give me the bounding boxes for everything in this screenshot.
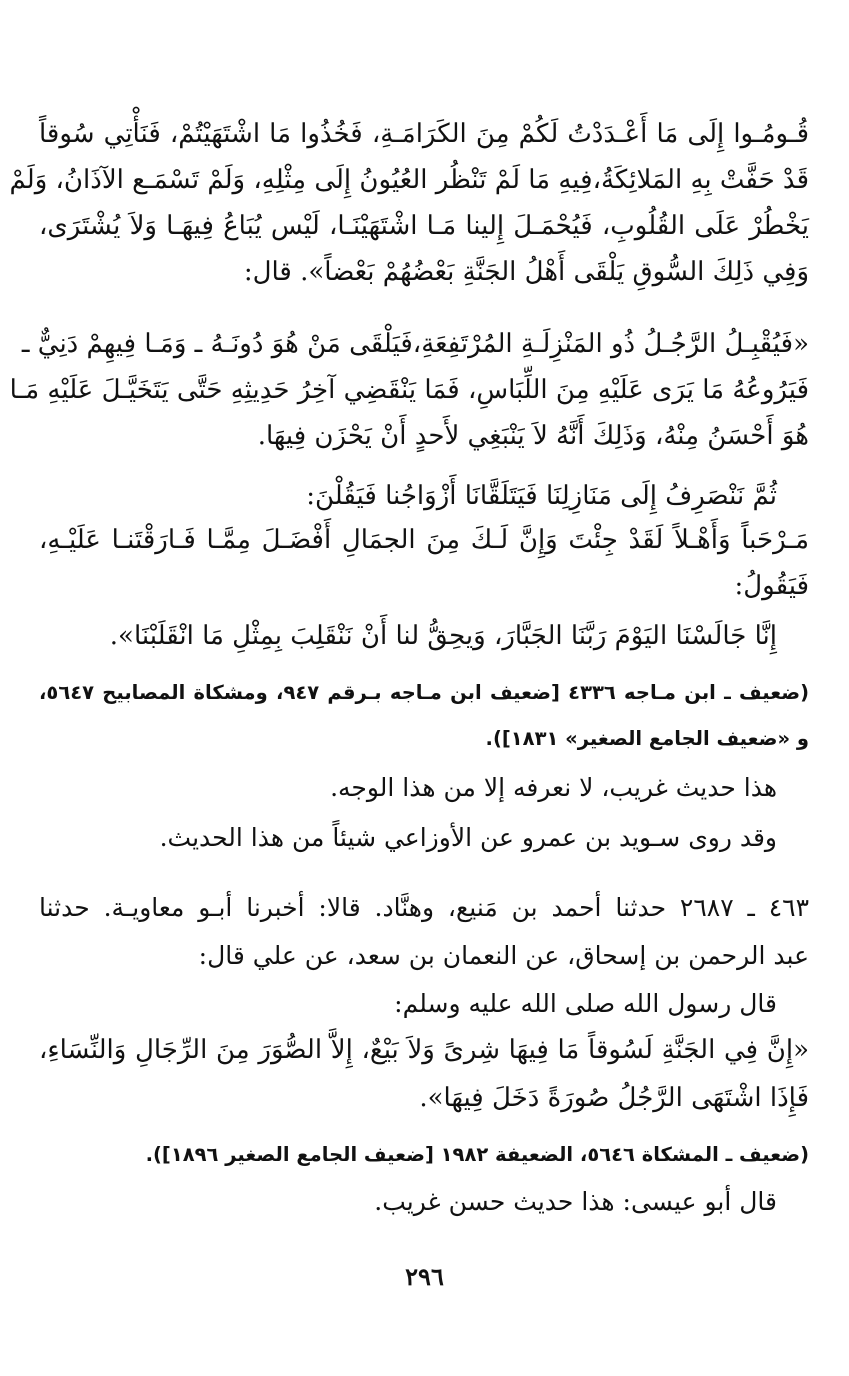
text-line: هُوَ أَحْسَنُ مِنْهُ، وَذَلِكَ أَنَّهُ لاَ يَنْبَغِي لأَحدٍ أَنْ يَحْزَن فِيهَا. bbox=[257, 421, 809, 451]
footnote-line: (ضعيف ـ ابن مـاجه ٤٣٣٦ [ضعيف ابن مـاجه بـرقم ٩٤٧، ومشكاة المصابيح ٥٦٤٧، bbox=[39, 681, 809, 704]
text-line: فَإِذَا اشْتَهَى الرَّجُلُ صُورَةً دَخَلَ فِيهَا». bbox=[419, 1083, 809, 1113]
hadith-heading-line: ٤٦٣ ـ ٢٦٨٧ حدثنا أحمد بن مَنيع، وهنَّاد. قالا: أخبرنا أبـو معاويـة. حدثنا bbox=[39, 893, 810, 922]
text-line: قال رسول الله صلى الله عليه وسلم: bbox=[394, 989, 777, 1018]
page-number: ٢٩٦ bbox=[405, 1262, 444, 1291]
footnote-line: و «ضعيف الجامع الصغير» ١٨٣١]). bbox=[485, 727, 809, 750]
text-line: «فَيُقْبِـلُ الرَّجُـلُ ذُو المَنْزِلَـةِ المُرْتَفِعَةِ،فَيَلْقَى مَنْ هُوَ دُونَـهُ ـ وَمَـا فِيهِمْ دَنِيٌّ ـ bbox=[21, 329, 809, 359]
text-line: مَـرْحَباً وَأَهْـلاً لَقَدْ جِئْتَ وَإِنَّ لَـكَ مِنَ الجمَالِ أَفْضَـلَ مِمَّـا فَـارَقْتَنـا عَلَيْـهِ، bbox=[39, 525, 809, 555]
text-line: عبد الرحمن بن إسحاق، عن النعمان بن سعد، عن علي قال: bbox=[198, 941, 809, 970]
footnote-line: (ضعيف ـ المشكاة ٥٦٤٦، الضعيفة ١٩٨٢ [ضعيف الجامع الصغير ١٨٩٦]). bbox=[145, 1143, 809, 1166]
text-line: فَيَقُولُ: bbox=[734, 571, 809, 601]
text-line: إِنَّا جَالَسْنَا اليَوْمَ رَبَّنَا الجَبَّارَ، وَيحِقُّ لنا أَنْ نَنْقَلِبَ بِمِثْلِ مَا انْقَلَبْنَا». bbox=[109, 621, 777, 651]
text-line: فَيَرُوعُهُ مَا يَرَى عَلَيْهِ مِنَ اللِّبَاسِ، فَمَا يَنْقَضِي آخِرُ حَدِيثِهِ حَتَّى يَتَخَيَّـلَ عَلَيْهِ مَـا bbox=[9, 375, 809, 405]
text-line: قال أبو عيسى: هذا حديث حسن غريب. bbox=[374, 1187, 777, 1216]
text-line: هذا حديث غريب، لا نعرفه إلا من هذا الوجه. bbox=[330, 773, 777, 802]
text-line: يَخْطُرْ عَلَى القُلُوبِ، فَيُحْمَـلَ إِلينا مَـا اشْتَهَيْنَـا، لَيْس يُبَاعُ فِيهَـا وَلاَ يُشْتَرَى، bbox=[39, 211, 809, 241]
text-line: وَفِي ذَلِكَ السُّوقِ يَلْقَى أَهْلُ الجَنَّةِ بَعْضُهُمْ بَعْضاً». قال: bbox=[243, 257, 809, 287]
text-line: قُـومُـوا إِلَى مَا أَعْـدَدْتُ لَكُمْ مِنَ الكَرَامَـةِ، فَخُذُوا مَا اشْتَهَيْتُمْ، فَنَأْتِي سُوقاً bbox=[39, 119, 809, 149]
text-line: ثُمَّ نَنْصَرِفُ إِلَى مَنَازِلِنَا فَيَتَلَقَّانَا أَزْوَاجُنا فَيَقُلْنَ: bbox=[306, 481, 777, 511]
text-line: «إِنَّ فِي الجَنَّةِ لَسُوقاً مَا فِيهَا شِرىً وَلاَ بَيْعٌ، إِلاَّ الصُّوَرَ مِنَ الرِّجَالِ وَالنِّسَاءِ، bbox=[39, 1035, 809, 1065]
text-line: قَدْ حَفَّتْ بِهِ المَلائِكَةُ،فِيهِ مَا لَمْ تَنْظُر العُيُونُ إِلَى مِثْلِهِ، وَلَمْ تَسْمَـع الآذَانُ، وَلَمْ bbox=[9, 165, 809, 195]
text-line: وقد روى سـويد بن عمرو عن الأوزاعي شيئاً من هذا الحديث. bbox=[159, 823, 777, 852]
